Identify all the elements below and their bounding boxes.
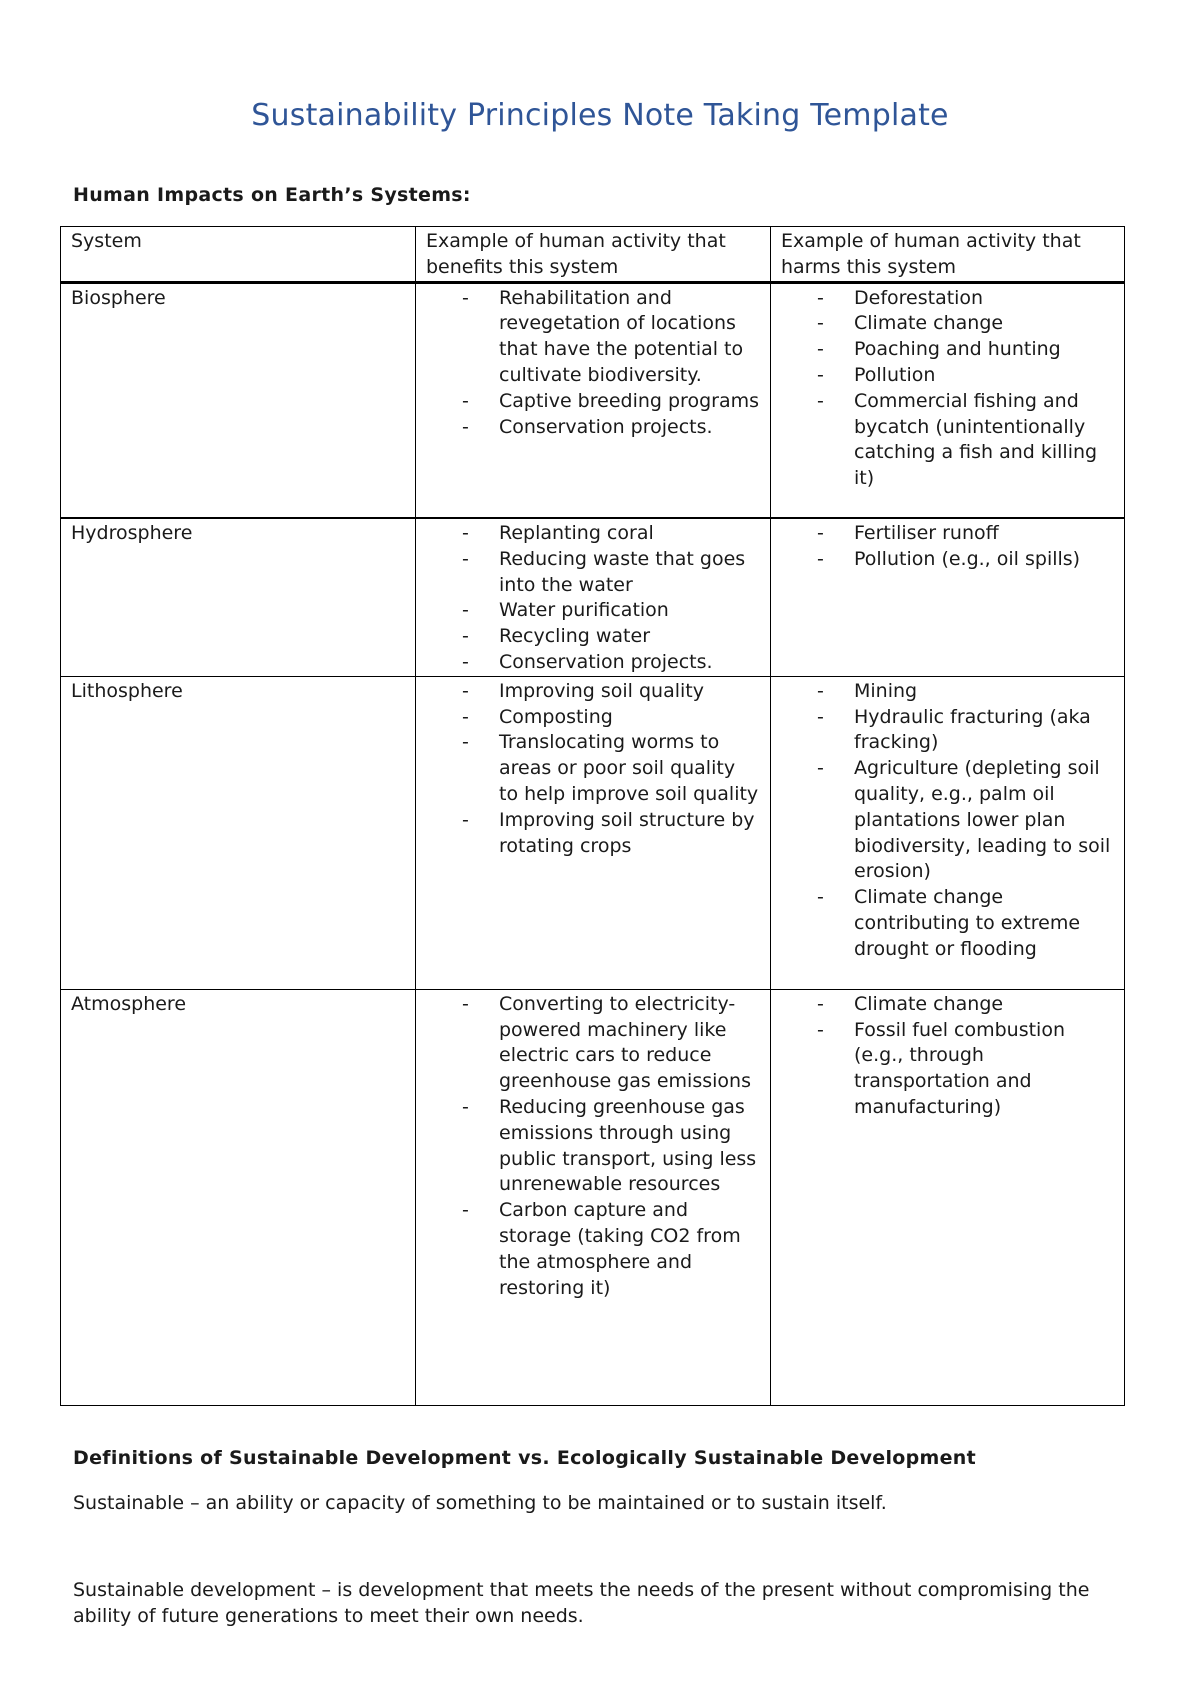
- list-item: - Climate change contributing to extreme drought or flooding: [817, 885, 1114, 962]
- harms-cell: [771, 989, 1125, 1405]
- table-header-row: [61, 227, 1125, 283]
- list-item: - Rehabilitation and revegetation of locations that have the potential to cultivate biodiversity.: [462, 286, 760, 389]
- list-item: - Recycling water: [462, 624, 760, 650]
- list-item: - Commercial fishing and bycatch (unintentionally catching a fish and killing it): [817, 389, 1114, 492]
- list-item: - Climate change: [817, 992, 1114, 1018]
- list-item: - Fossil fuel combustion (e.g., through transportation and manufacturing): [817, 1018, 1114, 1121]
- definitions-heading: Definitions of Sustainable Development vs. Ecologically Sustainable Development: [73, 1447, 977, 1469]
- definition-sustainable: Sustainable – an ability or capacity of something to be maintained or to sustain itself.: [73, 1492, 887, 1514]
- list-item: - Mining: [817, 679, 1114, 705]
- list-item: - Reducing waste that goes into the water: [462, 547, 760, 599]
- list-item: - Improving soil quality: [462, 679, 760, 705]
- system-name: Lithosphere: [61, 676, 416, 989]
- benefits-cell: [416, 282, 771, 518]
- harms-cell: [771, 676, 1125, 989]
- list-item: - Climate change: [817, 311, 1114, 337]
- list-item: - Poaching and hunting: [817, 337, 1114, 363]
- list-item: - Hydraulic fracturing (aka fracking): [817, 705, 1114, 757]
- list-item: - Deforestation: [817, 286, 1114, 312]
- list-item: - Composting: [462, 705, 760, 731]
- list-item: - Reducing greenhouse gas emissions through using public transport, using less unrenewable resources: [462, 1095, 760, 1198]
- table-row: [61, 989, 1125, 1405]
- list-item: - Water purification: [462, 598, 760, 624]
- harms-list: [781, 992, 1114, 1121]
- list-item: - Translocating worms to areas or poor soil quality to help improve soil quality: [462, 730, 760, 807]
- header-harms: Example of human activity that harms this system: [771, 227, 1125, 283]
- list-item: - Pollution (e.g., oil spills): [817, 547, 1114, 573]
- table-row: [61, 518, 1125, 676]
- list-item: - Pollution: [817, 363, 1114, 389]
- benefits-cell: [416, 676, 771, 989]
- list-item: - Carbon capture and storage (taking CO2 from the atmosphere and restoring it): [462, 1198, 760, 1301]
- benefits-cell: [416, 518, 771, 676]
- system-name: Atmosphere: [61, 989, 416, 1405]
- table-row: [61, 282, 1125, 518]
- header-benefits: Example of human activity that benefits this system: [416, 227, 771, 283]
- benefits-list: [426, 521, 760, 676]
- list-item: - Replanting coral: [462, 521, 760, 547]
- benefits-list: [426, 679, 760, 860]
- list-item: - Improving soil structure by rotating crops: [462, 808, 760, 860]
- list-item: - Conservation projects.: [462, 650, 760, 676]
- harms-list: [781, 521, 1114, 573]
- harms-cell: [771, 518, 1125, 676]
- impacts-heading: Human Impacts on Earth’s Systems:: [73, 184, 471, 206]
- header-system: System: [61, 227, 416, 283]
- system-name: Biosphere: [61, 282, 416, 518]
- harms-list: [781, 286, 1114, 492]
- benefits-list: [426, 286, 760, 441]
- list-item: - Converting to electricity- powered machinery like electric cars to reduce greenhouse gas emissions: [462, 992, 760, 1095]
- list-item: - Fertiliser runoff: [817, 521, 1114, 547]
- table-row: [61, 676, 1125, 989]
- page-title: Sustainability Principles Note Taking Template: [251, 98, 949, 133]
- benefits-cell: [416, 989, 771, 1405]
- impacts-table: [60, 226, 1125, 1406]
- list-item: - Conservation projects.: [462, 415, 760, 441]
- system-name: Hydrosphere: [61, 518, 416, 676]
- benefits-list: [426, 992, 760, 1302]
- definition-sustainable-development: Sustainable development – is development that meets the needs of the present without compromising the ability of future generations to meet their own needs.: [73, 1579, 1090, 1627]
- list-item: - Captive breeding programs: [462, 389, 760, 415]
- harms-cell: [771, 282, 1125, 518]
- list-item: - Agriculture (depleting soil quality, e.g., palm oil plantations lower plan biodiversity, leading to soil erosion): [817, 756, 1114, 885]
- harms-list: [781, 679, 1114, 963]
